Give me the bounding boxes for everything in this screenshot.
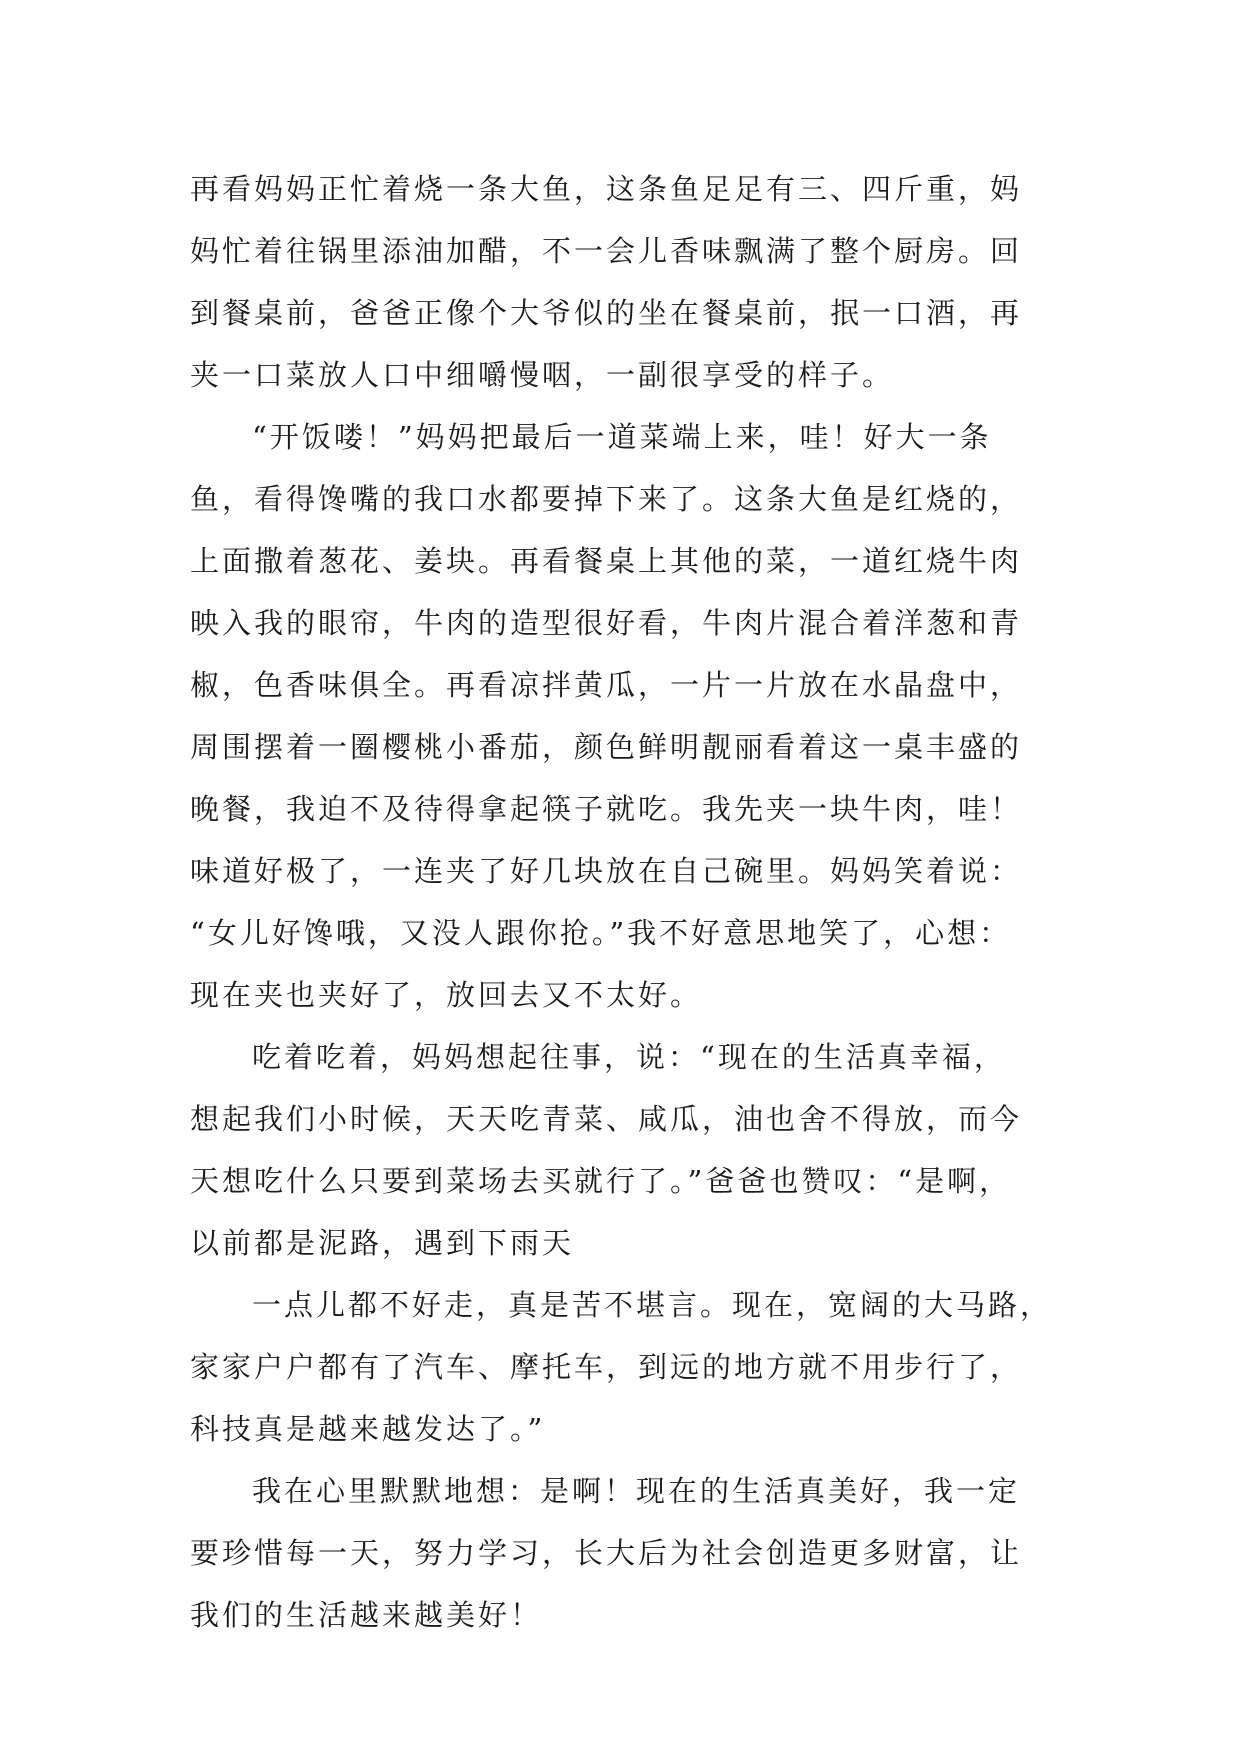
text-line: 再看妈妈正忙着烧一条大鱼，这条鱼足足有三、四斤重，妈 (190, 172, 1023, 206)
text-line: 味道好极了，一连夹了好几块放在自己碗里。妈妈笑着说： (190, 854, 1023, 888)
essay-body (190, 158, 1052, 1646)
text-line: 晚餐，我迫不及待得拿起筷子就吃。我先夹一块牛肉，哇！ (190, 792, 1023, 826)
text-line: 上面撒着葱花、姜块。再看餐桌上其他的菜，一道红烧牛肉 (190, 544, 1023, 578)
text-line: 现在夹也夹好了，放回去又不太好。 (190, 978, 703, 1012)
text-line: 科技真是越来越发达了。” (190, 1412, 546, 1446)
text-line: 我在心里默默地想：是啊！现在的生活真美好，我一定 (252, 1474, 1021, 1508)
text-line: 一点儿都不好走，真是苦不堪言。现在，宽阔的大马路， (252, 1288, 1053, 1322)
text-line: 想起我们小时候，天天吃青菜、咸瓜，油也舍不得放，而今 (190, 1102, 1023, 1136)
text-line: 夹一口菜放人口中细嚼慢咽，一副很享受的样子。 (190, 358, 895, 392)
text-line: 妈忙着往锅里添油加醋，不一会儿香味飘满了整个厨房。回 (190, 234, 1023, 268)
text-line: “女儿好馋哦，又没人跟你抢。”我不好意思地笑了，心想： (190, 916, 1012, 950)
text-line: 家家户户都有了汽车、摩托车，到远的地方就不用步行了， (190, 1350, 1023, 1384)
text-line: 映入我的眼帘，牛肉的造型很好看，牛肉片混合着洋葱和青 (190, 606, 1023, 640)
text-line: 我们的生活越来越美好！ (190, 1598, 543, 1632)
text-line: 周围摆着一圈樱桃小番茄，颜色鲜明靓丽看着这一桌丰盛的 (190, 730, 1023, 764)
text-line: 以前都是泥路，遇到下雨天 (190, 1226, 575, 1260)
text-line: 椒，色香味俱全。再看凉拌黄瓜，一片一片放在水晶盘中， (190, 668, 1023, 702)
text-line: 吃着吃着，妈妈想起往事，说：“现在的生活真幸福， (252, 1040, 1006, 1074)
text-line: 到餐桌前，爸爸正像个大爷似的坐在餐桌前，抿一口酒，再 (190, 296, 1023, 330)
text-line: 鱼，看得馋嘴的我口水都要掉下来了。这条大鱼是红烧的， (190, 482, 1023, 516)
text-line: “开饭喽！”妈妈把最后一道菜端上来，哇！好大一条 (252, 420, 992, 454)
text-line: 天想吃什么只要到菜场去买就行了。”爸爸也赞叹：“是啊， (190, 1164, 1012, 1198)
text-line: 要珍惜每一天，努力学习，长大后为社会创造更多财富，让 (190, 1536, 1023, 1570)
